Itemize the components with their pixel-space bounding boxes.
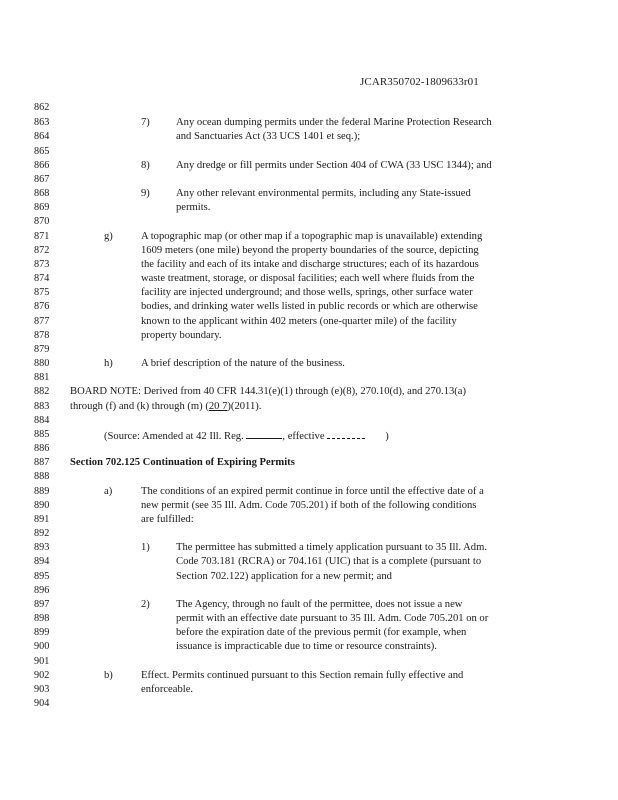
line-number: 893 [34, 542, 50, 553]
sub-item-1-text-line: The permittee has submitted a timely application pursuant to 35 Ill. Adm. [176, 542, 487, 553]
line-number: 881 [34, 372, 50, 383]
line-number: 871 [34, 231, 50, 242]
sub-item-1-text-line: Section 702.122) application for a new permit; and [176, 571, 392, 582]
line-number: 890 [34, 500, 50, 511]
source-note-text: (Source: Amended at 42 Ill. Reg. [104, 431, 244, 442]
board-note-text: )(2011). [227, 401, 262, 412]
section-heading: Section 702.125 Continuation of Expiring Permits [70, 457, 295, 468]
item-g-text-line: facility are injected underground; and those wells, springs, other surface water [141, 287, 473, 298]
line-number: 904 [34, 698, 50, 709]
line-number: 864 [34, 131, 50, 142]
sub-item-2-text-line: before the expiration date of the previous permit (for example, when [176, 627, 467, 638]
line-number: 891 [34, 514, 50, 525]
source-note-blank [327, 429, 365, 439]
sub-item-2-text-line: The Agency, through no fault of the permittee, does not issue a new [176, 599, 463, 610]
line-number: 869 [34, 202, 50, 213]
line-number: 892 [34, 528, 50, 539]
line-number: 879 [34, 344, 50, 355]
line-number: 887 [34, 457, 50, 468]
item-8-text-line: Any dredge or fill permits under Section 404 of CWA (33 USC 1344); and [176, 160, 492, 171]
sub-item-2-marker: 2) [141, 599, 150, 610]
item-g-text-line: bodies, and drinking water wells listed in public records or which are otherwise [141, 301, 478, 312]
line-number: 895 [34, 571, 50, 582]
source-note-text: , effective [282, 431, 325, 442]
item-g-text-line: A topographic map (or other map if a topographic map is unavailable) extending [141, 231, 483, 242]
item-g-text-line: the facility and each of its intake and discharge structures; each of its hazardous [141, 259, 479, 270]
sub-item-2-text-line: permit with an effective date pursuant to 35 Ill. Adm. Code 705.201 on or [176, 613, 489, 624]
line-number: 888 [34, 471, 50, 482]
line-number: 868 [34, 188, 50, 199]
line-number: 899 [34, 627, 50, 638]
section-item-b-text-line: Effect. Permits continued pursuant to this Section remain fully effective and [141, 670, 464, 681]
source-note [104, 429, 389, 442]
line-number: 882 [34, 386, 50, 397]
line-number: 901 [34, 656, 50, 667]
line-number: 866 [34, 160, 50, 171]
line-number: 867 [34, 174, 50, 185]
item-7-text-line: Any ocean dumping permits under the federal Marine Protection Research [176, 117, 492, 128]
line-number: 878 [34, 330, 50, 341]
section-item-a-text-line: The conditions of an expired permit continue in force until the effective date of a [141, 486, 484, 497]
board-note-line [70, 401, 261, 412]
line-number: 896 [34, 585, 50, 596]
item-7-marker: 7) [141, 117, 150, 128]
section-item-b-marker: b) [104, 670, 113, 681]
item-g-text-line: known to the applicant within 402 meters (one-quarter mile) of the facility [141, 316, 457, 327]
sub-item-1-text-line: Code 703.181 (RCRA) or 704.161 (UIC) that is a complete (pursuant to [176, 556, 482, 567]
line-number: 872 [34, 245, 50, 256]
line-number: 897 [34, 599, 50, 610]
item-7-text-line: and Sanctuaries Act (33 UCS 1401 et seq.); [176, 131, 361, 142]
line-number: 884 [34, 415, 50, 426]
item-g-marker: g) [104, 231, 113, 242]
item-g-text-line: waste treatment, storage, or disposal facilities; each well where fluids from the [141, 273, 475, 284]
line-number: 880 [34, 358, 50, 369]
sub-item-2-text-line: issuance is impracticable due to time or resource constraints). [176, 641, 437, 652]
line-number: 885 [34, 429, 50, 440]
item-9-text-line: Any other relevant environmental permits, including any State-issued [176, 188, 471, 199]
section-item-a-text-line: are fulfilled: [141, 514, 194, 525]
board-note-line: BOARD NOTE: Derived from 40 CFR 144.31(e)(1) through (e)(8), 270.10(d), and 270.13(a) [70, 386, 467, 397]
line-number: 898 [34, 613, 50, 624]
item-g-text-line: property boundary. [141, 330, 222, 341]
sub-item-1-marker: 1) [141, 542, 150, 553]
line-number: 875 [34, 287, 50, 298]
line-number: 874 [34, 273, 50, 284]
line-number: 894 [34, 556, 50, 567]
line-number: 900 [34, 641, 50, 652]
line-number: 870 [34, 216, 50, 227]
item-h-text-line: A brief description of the nature of the business. [141, 358, 345, 369]
line-number: 902 [34, 670, 50, 681]
line-number: 863 [34, 117, 50, 128]
line-number: 876 [34, 301, 50, 312]
line-number: 886 [34, 443, 50, 454]
item-h-marker: h) [104, 358, 113, 369]
line-number: 877 [34, 316, 50, 327]
source-note-blank [246, 429, 282, 439]
item-9-marker: 9) [141, 188, 150, 199]
board-note-text: through (f) and (k) through (m) ( [70, 401, 209, 412]
line-number: 903 [34, 684, 50, 695]
line-number: 889 [34, 486, 50, 497]
line-number: 862 [34, 102, 50, 113]
line-number: 873 [34, 259, 50, 270]
document-id: JCAR350702-1809633r01 [360, 76, 479, 88]
section-item-b-text-line: enforceable. [141, 684, 194, 695]
board-note-underlined: 20 7 [208, 401, 228, 412]
section-item-a-marker: a) [104, 486, 113, 497]
item-g-text-line: 1609 meters (one mile) beyond the property boundaries of the source, depicting [141, 245, 479, 256]
item-9-text-line: permits. [176, 202, 211, 213]
section-item-a-text-line: new permit (see 35 Ill. Adm. Code 705.201) if both of the following conditions [141, 500, 477, 511]
line-number: 883 [34, 401, 50, 412]
item-8-marker: 8) [141, 160, 150, 171]
source-note-text: ) [385, 431, 389, 442]
line-number: 865 [34, 146, 50, 157]
